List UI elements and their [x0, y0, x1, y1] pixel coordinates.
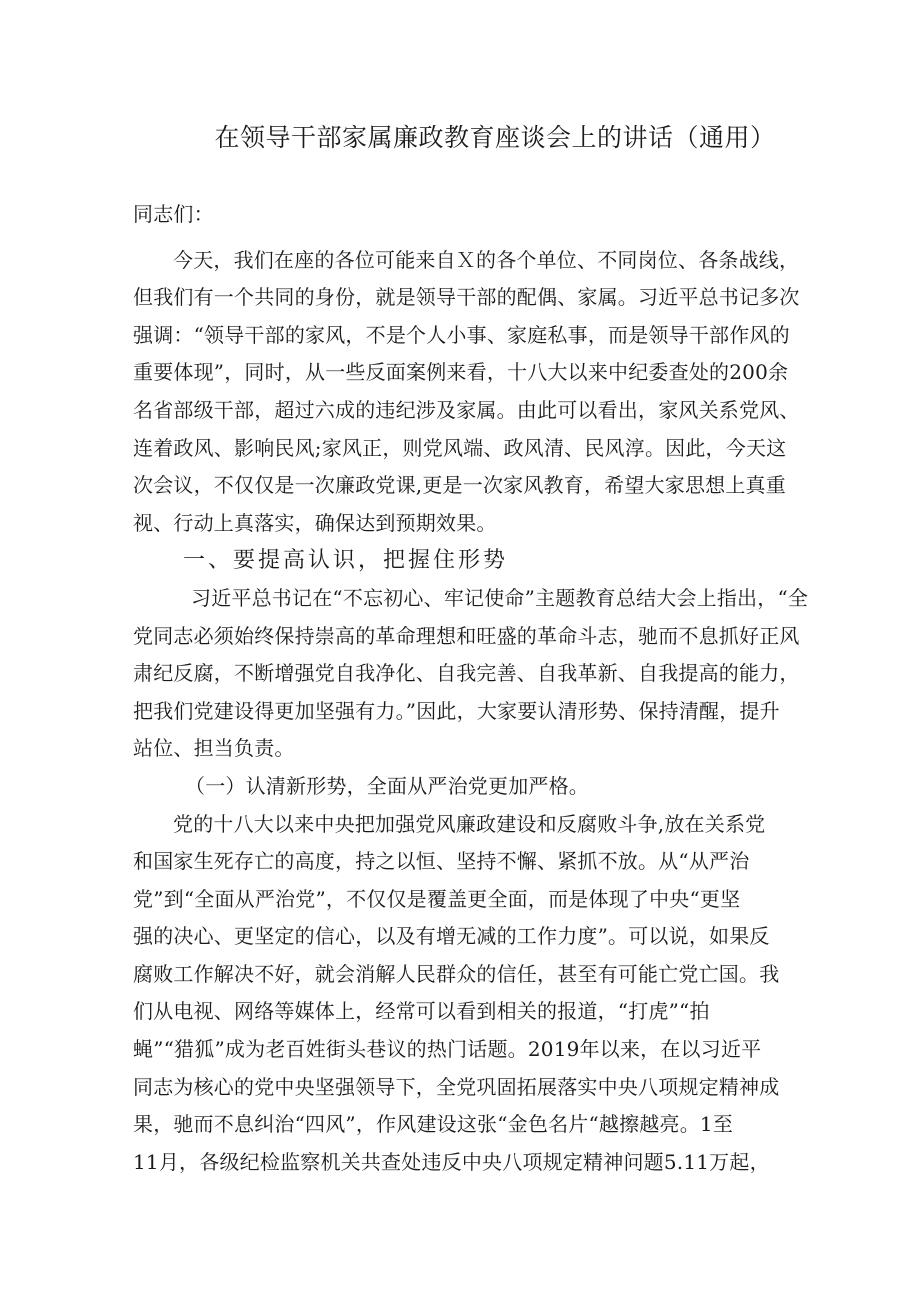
paragraph-line: 11月，各级纪检监察机关共查处违反中央八项规定精神问题5.11万起，: [133, 1149, 770, 1174]
section-heading: 一、要提高认识，把握住形势: [183, 548, 509, 574]
paragraph-line: 连着政风、影响民风;家风正，则党风端、政风清、民风淳。因此，今天这: [133, 435, 787, 460]
paragraph-line: 腐败工作解决不好，就会消解人民群众的信任，甚至有可能亡党亡国。我: [133, 961, 780, 986]
paragraph-line: 党同志必须始终保持崇高的革命理想和旺盛的革命斗志，驰而不息抓好正风: [133, 623, 800, 648]
spacer: [133, 234, 805, 242]
paragraph-line: 重要体现”，同时，从一些反面案例来看，十八大以来中纪委查处的200余: [133, 360, 789, 385]
paragraph-line: 们从电视、网络等媒体上，经常可以看到相关的报道，“打虎”“拍: [133, 999, 710, 1024]
paragraph-line: 把我们党建设得更加坚强有力。”因此，大家要认清形势、保持清醒，提升: [133, 698, 780, 723]
paragraph-line: 和国家生死存亡的高度，持之以恒、坚持不懈、紧抓不放。从“从严治: [133, 849, 750, 874]
paragraph-line: 果，驰而不息纠治“四风”，作风建设这张“金色名片“越擦越亮。1至: [133, 1112, 734, 1137]
paragraph-line: 肃纪反腐，不断增强党自我净化、自我完善、自我革新、自我提高的能力，: [133, 661, 800, 686]
paragraph-line: 党”到“全面从严治党”，不仅仅是覆盖更全面，而是体现了中央“更坚: [133, 886, 741, 911]
paragraph-line: 习近平总书记在“不忘初心、牢记使命”主题教育总结大会上指出，“全: [191, 585, 809, 610]
paragraph-line: 视、行动上真落实，确保达到预期效果。: [133, 510, 497, 535]
subsection-heading: （一）认清新形势，全面从严治党更加严格。: [185, 773, 589, 798]
paragraph-line: 但我们有一个共同的身份，就是领导干部的配偶、家属。习近平总书记多次: [133, 285, 800, 310]
paragraph-line: 强的决心、更坚定的信心，以及有增无减的工作力度”。可以说，如果反: [133, 924, 770, 949]
paragraph-line: 同志为核心的党中央坚强领导下，全党巩固拓展落实中央八项规定精神成: [133, 1074, 780, 1099]
paragraph-line: 强调：“领导干部的家风，不是个人小事、家庭私事，而是领导干部作风的: [133, 322, 790, 347]
paragraph-line: 名省部级干部，超过六成的违纪涉及家属。由此可以看出，家风关系党风、: [133, 397, 800, 422]
document-body: [133, 196, 809, 1181]
document-title: 在领导干部家属廉政教育座谈会上的讲话（通用）: [214, 123, 776, 152]
paragraph-line: 站位、担当负责。: [133, 736, 295, 761]
paragraph-line: 党的十八大以来中央把加强党风廉政建设和反腐败斗争,放在关系党: [173, 811, 766, 836]
paragraph-line: 蝇”“猎狐”成为老百姓街头巷议的热门话题。2019年以来，在以习近平: [133, 1037, 762, 1062]
paragraph-line: 今天，我们在座的各位可能来自Ｘ的各个单位、不同岗位、各条战线，: [173, 247, 800, 272]
salutation: 同志们：: [133, 202, 214, 226]
paragraph-line: 次会议，不仅仅是一次廉政党课,更是一次家风教育，希望大家思想上真重: [133, 473, 786, 498]
